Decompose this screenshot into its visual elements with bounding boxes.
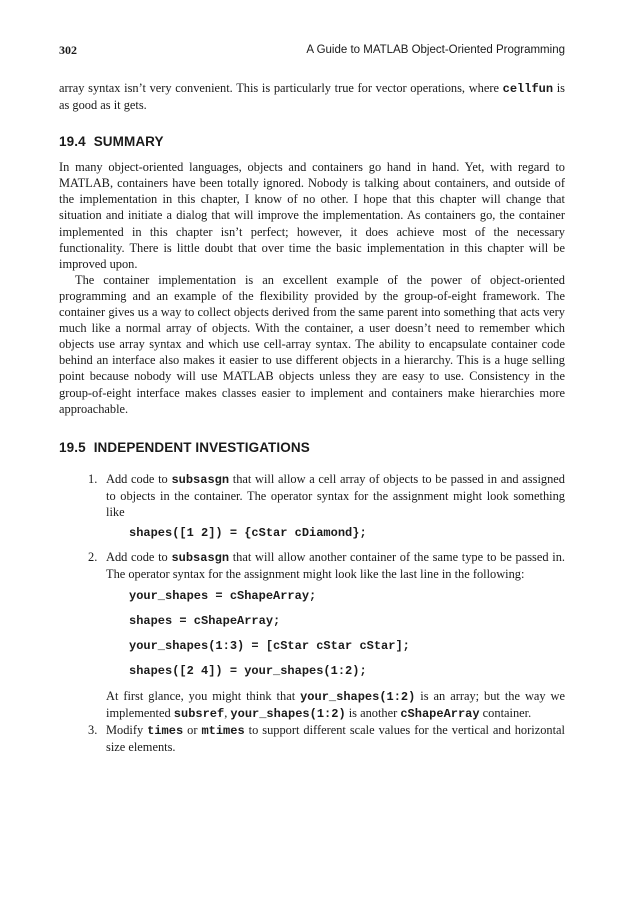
item2-followup-5: container. — [479, 706, 532, 721]
item1-text — [106, 471, 565, 520]
investigations-list — [59, 471, 565, 756]
page-number: 302 — [59, 43, 77, 57]
intro-text-2: is as good as it gets. — [59, 81, 565, 113]
item2-code-subsasgn: subsasgn — [171, 550, 230, 565]
book-title: A Guide to MATLAB Object-Oriented Programming — [306, 44, 565, 56]
list-marker: 1. — [88, 471, 98, 486]
item1-text-1: Add code to — [106, 471, 172, 486]
list-item — [59, 549, 565, 722]
summary-heading — [59, 133, 565, 151]
summary-paragraph-1: In many object-oriented languages, objects and containers go hand in hand. Yet, with regard to MATLAB, containers have been totally ignored. Nobody is talking about containers, and outside of the implementation in this chapter, I know of no other. I hope that this chapter will change that situation and initiate a dialog that will improve the implementation. As containers go, the container implemented in this chapter isn’t perfect; however, it does achieve most of the necessary functionality. There is little doubt that over time the basic implementation in this chapter will be improved upon. — [59, 160, 565, 271]
list-marker: 3. — [88, 723, 98, 738]
item2-text — [106, 549, 565, 582]
item1-code-subsasgn: subsasgn — [171, 472, 230, 487]
summary-paragraph-2: The container implementation is an excellent example of the power of object-oriented programming and an example of the flexibility provided by the group-of-eight framework. The container gives us a way to collect objects derived from the same parent into something that acts very much like a normal array of objects. With the container, a user doesn’t need to remember which objects use array syntax and which use cell-array syntax. The ability to encapsulate container code behind an interface also makes it easier to use different objects in a hierarchy. This is a huge selling point because nobody will use MATLAB objects unless they are easy to use. Consistency in the group-of-eight interface makes classes easier to implement and containers make hierarchies more approachable. — [59, 272, 565, 416]
item2-text-2: that will allow another container of the same type to be passed in. The operator syntax for the assignment might look like the last line in the following: — [106, 549, 565, 582]
intro-code-cellfun: cellfun — [502, 82, 554, 96]
item3-text-3: to support different scale values for the vertical and horizontal size elements. — [106, 723, 565, 755]
investigations-section-number: 19.5 — [59, 439, 86, 455]
page-content — [59, 80, 565, 756]
item2-code-subsref: subsref — [173, 707, 225, 722]
item2-code-your-shapes: your_shapes(1:2) — [300, 690, 416, 705]
item3-text-1: Modify — [106, 723, 148, 738]
item3-code-times: times — [147, 724, 184, 739]
item3-code-mtimes: mtimes — [201, 724, 245, 739]
item2-followup-3: , — [224, 706, 231, 721]
summary-section-title: SUMMARY — [93, 134, 164, 150]
item3-text — [106, 722, 565, 755]
intro-text-1: array syntax isn’t very convenient. This is particularly true for vector operations, where — [59, 81, 503, 95]
code-line: shapes = cShapeArray; — [129, 614, 281, 629]
item2-followup-2: is an array; but the way we implemented — [106, 689, 566, 721]
item2-followup-4: is another — [345, 706, 401, 721]
code-line: your_shapes(1:3) = [cStar cStar cStar]; — [129, 639, 410, 654]
item3-text-2: or — [183, 723, 202, 738]
intro-paragraph — [59, 80, 565, 113]
item1-code-example: shapes([1 2]) = {cStar cDiamond}; — [129, 525, 367, 540]
investigations-heading — [59, 439, 565, 457]
summary-section-number: 19.4 — [59, 134, 86, 150]
investigations-section-title: INDEPENDENT INVESTIGATIONS — [93, 439, 310, 455]
item2-followup-text — [106, 688, 565, 722]
code-line: shapes([2 4]) = your_shapes(1:2); — [129, 664, 367, 679]
item2-text-1: Add code to — [106, 549, 172, 564]
list-marker: 2. — [88, 549, 98, 564]
list-item — [59, 722, 565, 755]
item2-code-cshapearray: cShapeArray — [400, 707, 480, 722]
list-item — [59, 471, 565, 541]
item2-followup-1: At first glance, you might think that — [106, 689, 301, 704]
item2-code-your-shapes-2: your_shapes(1:2) — [230, 707, 346, 722]
item1-text-2: that will allow a cell array of objects to be passed in and assigned to objects in the container. The operator syntax for the assignment might look something like — [106, 471, 565, 519]
code-line: your_shapes = cShapeArray; — [129, 589, 317, 604]
running-head — [59, 41, 565, 59]
item2-code-examples — [106, 588, 565, 679]
